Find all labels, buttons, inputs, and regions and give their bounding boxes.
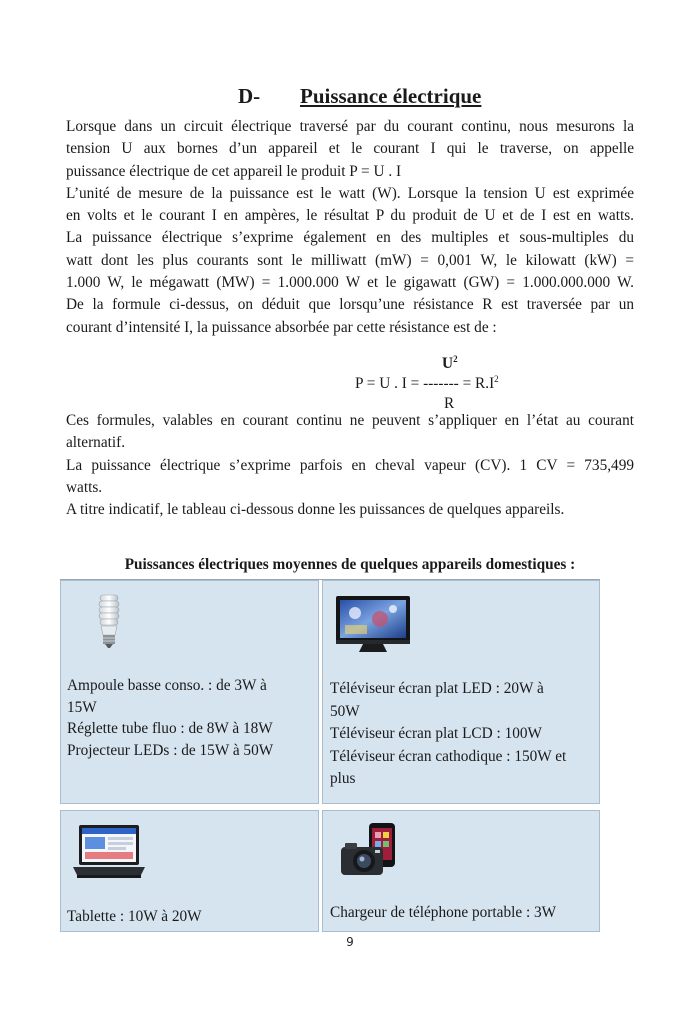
cell-line: Ampoule basse conso. : de 3W à — [67, 677, 267, 694]
text-line: en volts et le courant I en ampères, le résultat P du produit de U et de I est en watts. — [66, 207, 634, 225]
cell-text — [330, 902, 592, 924]
cell-text — [67, 675, 307, 761]
text-line: courant d’intensité I, la puissance absorbée par cette résistance est de : — [66, 318, 497, 336]
cell-line: plus — [330, 770, 356, 787]
formula-main: P = U . I = ------- = $R.I^2$ — [355, 374, 499, 392]
table-cell-tablet — [60, 810, 319, 932]
text-line: La puissance électrique s’exprime également en des multiples et sous-multiples du — [66, 229, 634, 247]
intro-text — [66, 116, 634, 339]
text-line: La puissance électrique s’exprime parfois en cheval vapeur (CV). 1 CV = 735,499 — [66, 456, 634, 474]
text-line: puissance électrique de cet appareil le produit P = U . I — [66, 162, 402, 180]
cell-line: Téléviseur écran plat LCD : 100W — [330, 725, 542, 742]
table-cell-television — [322, 580, 600, 804]
page-number: 9 — [346, 935, 354, 949]
text-line: L’unité de mesure de la puissance est le watt (W). Lorsque la tension U est exprimée — [66, 184, 634, 202]
cell-line: Chargeur de téléphone portable : 3W — [330, 904, 557, 921]
text-line: Ces formules, valables en courant continu ne peuvent s’appliquer en l’état au courant — [66, 412, 634, 429]
camera-phone-icon — [337, 821, 403, 883]
text-line: watts. — [66, 478, 103, 496]
notes-text — [66, 410, 634, 521]
table-cell-lighting — [60, 580, 319, 804]
cell-text — [67, 906, 307, 928]
text-line: watt dont les plus courants sont le milliwatt (mW) = 0,001 W, le kilowatt (kW) = — [66, 251, 634, 269]
cell-line: Projecteur LEDs : de 15W à 50W — [67, 741, 274, 759]
cell-line: Tablette : 10W à 20W — [67, 908, 202, 925]
power-formula — [355, 355, 555, 415]
flat-screen-tv-icon — [335, 595, 411, 655]
table-title: Puissances électriques moyennes de quelques appareils domestiques : — [124, 556, 576, 573]
cell-line: Réglette tube fluo : de 8W à 18W — [67, 720, 273, 737]
cell-text — [330, 678, 592, 791]
text-line: 1.000 W, le mégawatt (MW) = 1.000.000 W et le gigawatt (GW) = 1.000.000.000 W. — [66, 274, 634, 292]
text-line: tension U aux bornes d’un appareil et le courant I qui le traverse, on appelle — [66, 140, 634, 158]
table-cell-charger — [322, 810, 600, 932]
text-line: alternatif. — [66, 434, 126, 452]
text-line: A titre indicatif, le tableau ci-dessous donne les puissances de quelques appareils. — [66, 501, 565, 519]
section-title: Puissance électrique — [300, 84, 482, 108]
formula-denominator: R — [444, 395, 455, 412]
cell-line: Téléviseur écran cathodique : 150W et — [330, 747, 567, 765]
light-bulb-icon — [91, 593, 127, 651]
cell-line: 50W — [330, 702, 360, 720]
cell-line: 15W — [67, 698, 97, 716]
laptop-icon — [71, 823, 147, 885]
section-heading — [0, 84, 700, 114]
text-line: De la formule ci-dessus, on déduit que lorsqu’une résistance R est traversée par un — [66, 296, 634, 314]
formula-numerator: $U^2$ — [442, 354, 458, 372]
cell-line: Téléviseur écran plat LED : 20W à — [330, 680, 544, 697]
text-line: Lorsque dans un circuit électrique traversé par du courant continu, nous mesurons la — [66, 118, 634, 135]
section-letter: D- — [238, 84, 261, 108]
